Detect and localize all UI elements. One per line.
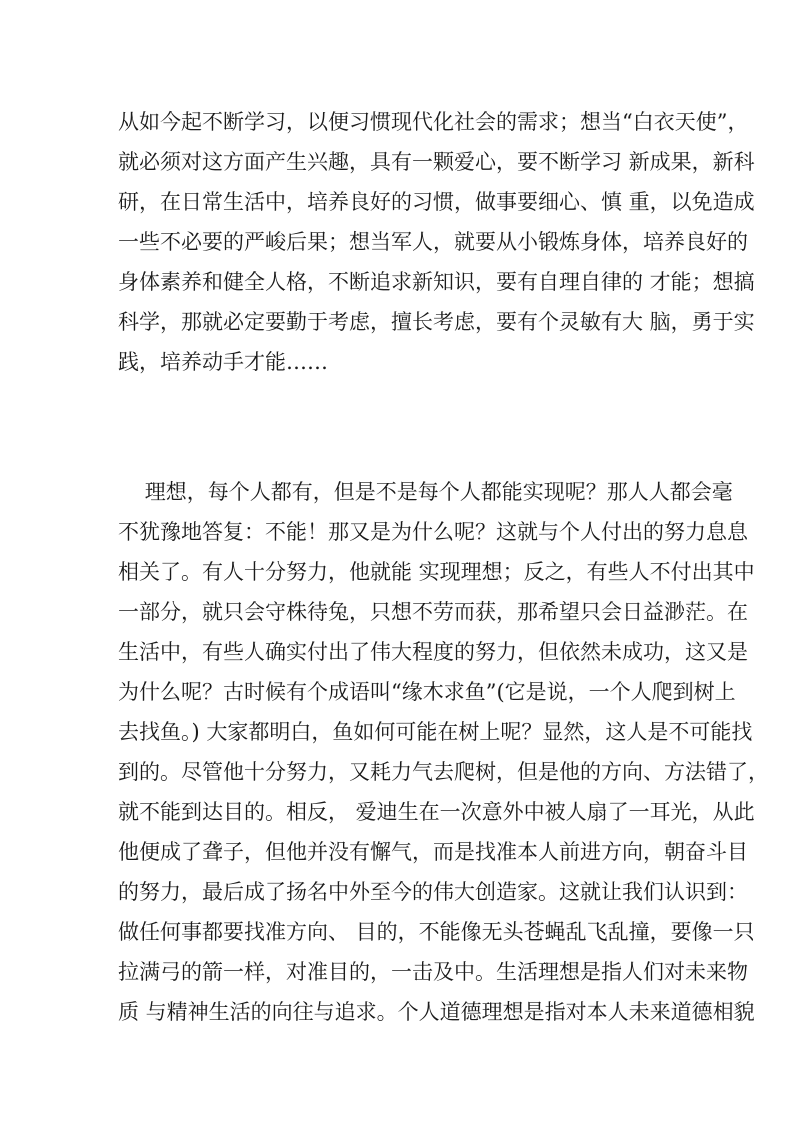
text-line: 不犹豫地答复：不能！那又是为什么呢？这就与个人付出的努力息息	[118, 520, 748, 544]
text-line: 理想，每个人都有，但是不是每个人都能实现呢？那人人都会毫	[118, 480, 733, 504]
text-line: 一部分，就只会守株待兔，只想不劳而获，那希望只会日益渺茫。在	[118, 600, 748, 624]
text-line: 身体素养和健全人格，不断追求新知识，要有自理自律的 才能；想搞	[118, 270, 755, 294]
text-line: 拉满弓的箭一样，对准目的，一击及中。生活理想是指人们对未来物	[118, 960, 748, 984]
text-line: 为什么呢？古时候有个成语叫“缘木求鱼”(它是说，一个人爬到树上	[118, 680, 736, 704]
text-line: 一些不必要的严峻后果；想当军人，就要从小锻炼身体，培养良好的	[118, 230, 748, 254]
paragraph	[118, 472, 769, 1032]
text-line: 研，在日常生活中，培养良好的习惯，做事要细心、慎 重，以免造成	[118, 190, 755, 214]
text-line: 做任何事都要找准方向、 目的，不能像无头苍蝇乱飞乱撞，要像一只	[118, 920, 755, 944]
text-line: 科学，那就必定要勤于考虑，擅长考虑，要有个灵敏有大 脑，勇于实	[118, 310, 755, 334]
text-line: 生活中，有些人确实付出了伟大程度的努力，但依然未成功，这又是	[118, 640, 748, 664]
text-line: 就必须对这方面产生兴趣，具有一颗爱心，要不断学习 新成果，新科	[118, 150, 755, 174]
text-line: 的努力，最后成了扬名中外至今的伟大创造家。这就让我们认识到：	[118, 880, 748, 904]
text-line: 到的。尽管他十分努力，又耗力气去爬树，但是他的方向、方法错了，	[118, 760, 769, 784]
text-line: 去找鱼。) 大家都明白，鱼如何可能在树上呢？显然，这人是不可能找	[118, 720, 753, 744]
paragraph	[118, 102, 755, 382]
text-line: 践，培养动手才能……	[118, 350, 328, 374]
text-line: 他便成了聋子，但他并没有懈气，而是找准本人前进方向，朝奋斗目	[118, 840, 748, 864]
text-line: 相关了。有人十分努力，他就能 实现理想；反之，有些人不付出其中	[118, 560, 755, 584]
text-line: 从如今起不断学习，以便习惯现代化社会的需求；想当“白衣天使”，	[118, 110, 749, 134]
text-line: 就不能到达目的。相反， 爱迪生在一次意外中被人扇了一耳光，从此	[118, 800, 755, 824]
text-line: 质 与精神生活的向往与追求。个人道德理想是指对本人未来道德相貌	[118, 1000, 755, 1024]
